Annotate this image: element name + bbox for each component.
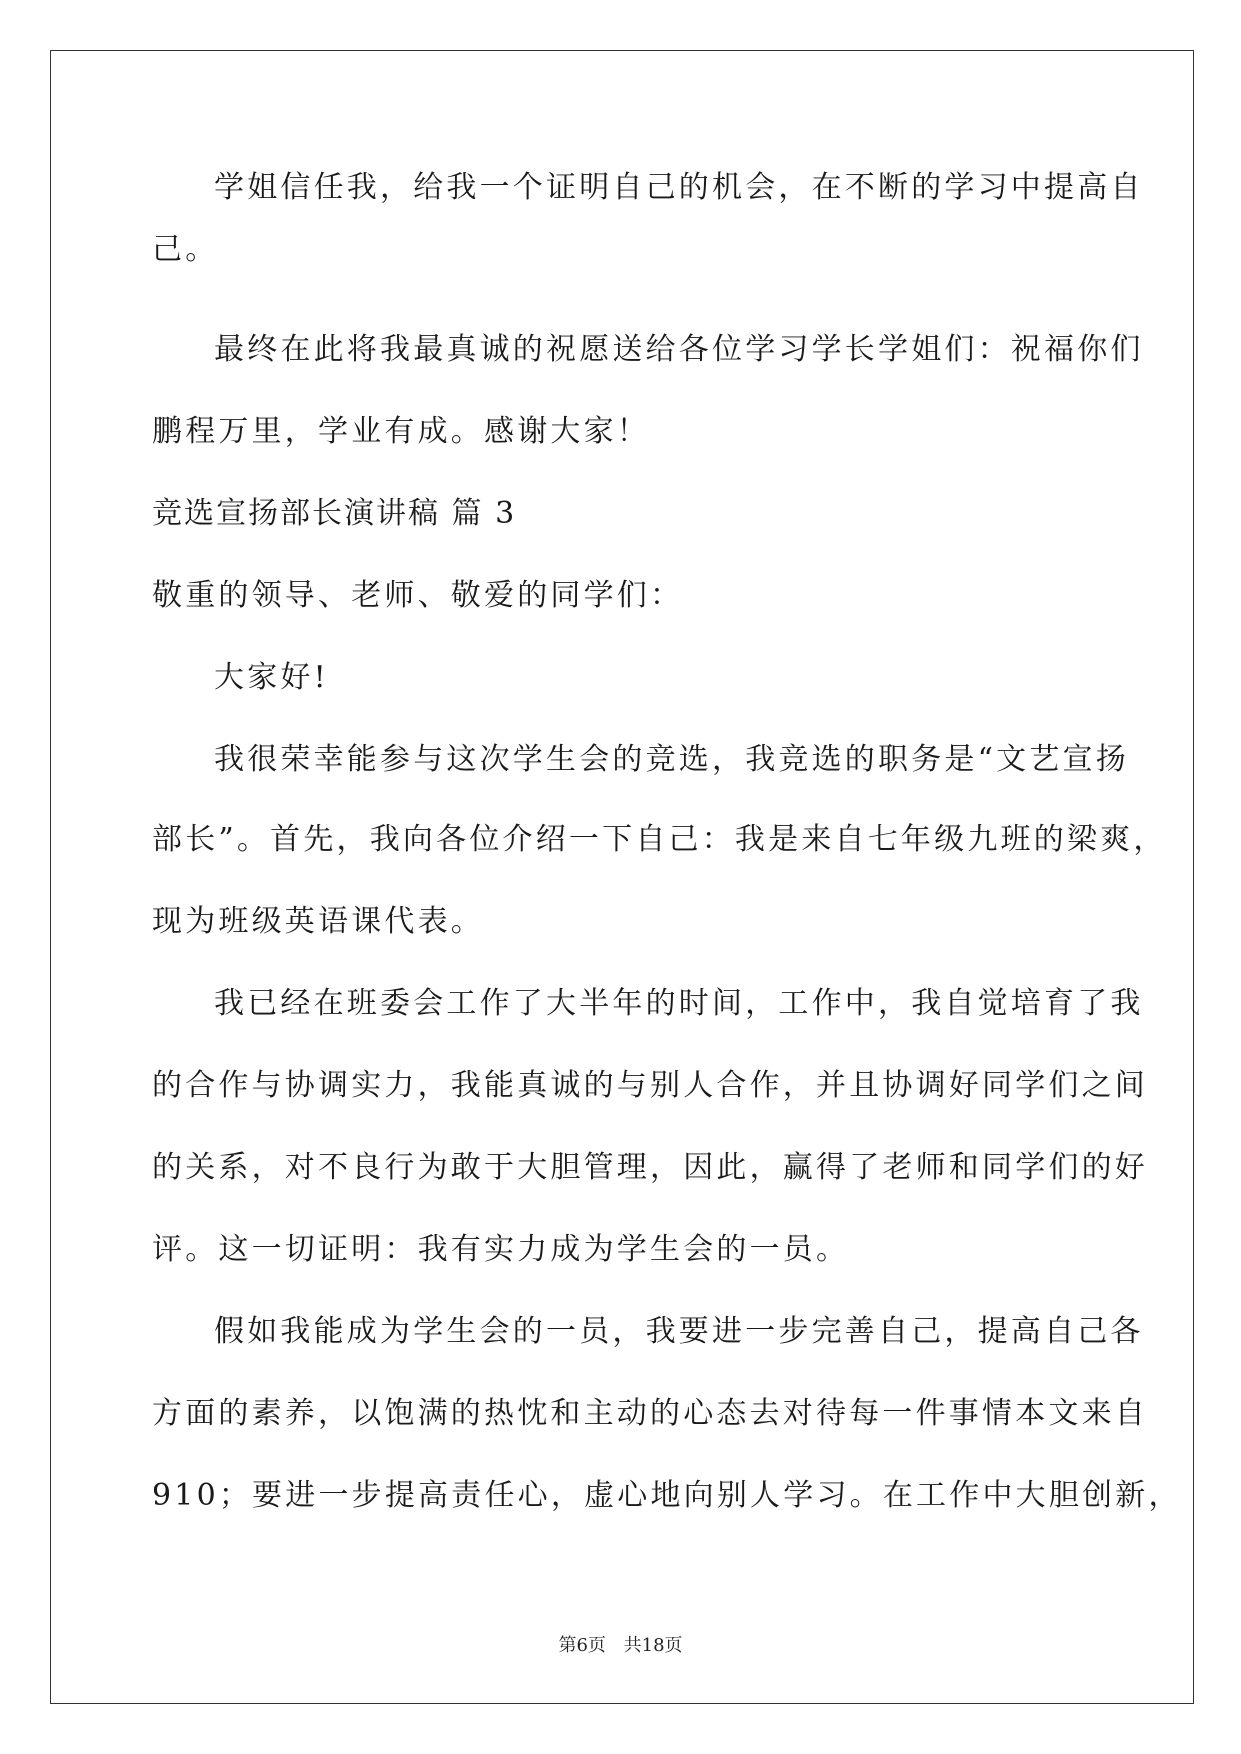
paragraph-line: 的关系，对不良行为敢于大胆管理，因此，赢得了老师和同学们的好 xyxy=(152,1150,1148,1185)
paragraph-line: 己。 xyxy=(152,232,219,267)
paragraph-line: 鹏程万里，学业有成。感谢大家！ xyxy=(152,414,650,449)
page-border xyxy=(50,50,1194,1704)
section-heading: 竞选宣扬部长演讲稿 篇 3 xyxy=(152,496,517,531)
page-number: 第6页 xyxy=(558,1635,606,1656)
paragraph-line: 最终在此将我最真诚的祝愿送给各位学习学长学姐们：祝福你们 xyxy=(214,332,1144,367)
paragraph-line: 我很荣幸能参与这次学生会的竞选，我竞选的职务是“文艺宣扬 xyxy=(214,742,1129,777)
page-total: 共18页 xyxy=(623,1635,683,1656)
paragraph-line: 评。这一切证明：我有实力成为学生会的一员。 xyxy=(152,1232,850,1267)
page-footer xyxy=(0,1634,1241,1658)
salutation-line: 敬重的领导、老师、敬爱的同学们： xyxy=(152,578,684,613)
paragraph-line: 部长”。首先，我向各位介绍一下自己：我是来自七年级九班的梁爽， xyxy=(152,822,1167,857)
paragraph-line: 假如我能成为学生会的一员，我要进一步完善自己，提高自己各 xyxy=(214,1314,1144,1349)
paragraph-line: 的合作与协调实力，我能真诚的与别人合作，并且协调好同学们之间 xyxy=(152,1068,1148,1103)
paragraph-line: 现为班级英语课代表。 xyxy=(152,904,484,939)
paragraph-line: 学姐信任我，给我一个证明自己的机会，在不断的学习中提高自 xyxy=(214,170,1144,205)
greeting-line: 大家好! xyxy=(214,660,329,695)
paragraph-line: 方面的素养，以饱满的热忱和主动的心态去对待每一件事情本文来自 xyxy=(152,1396,1148,1431)
paragraph-line: 910；要进一步提高责任心，虚心地向别人学习。在工作中大胆创新， xyxy=(152,1478,1182,1513)
paragraph-line: 我已经在班委会工作了大半年的时间，工作中，我自觉培育了我 xyxy=(214,986,1144,1021)
